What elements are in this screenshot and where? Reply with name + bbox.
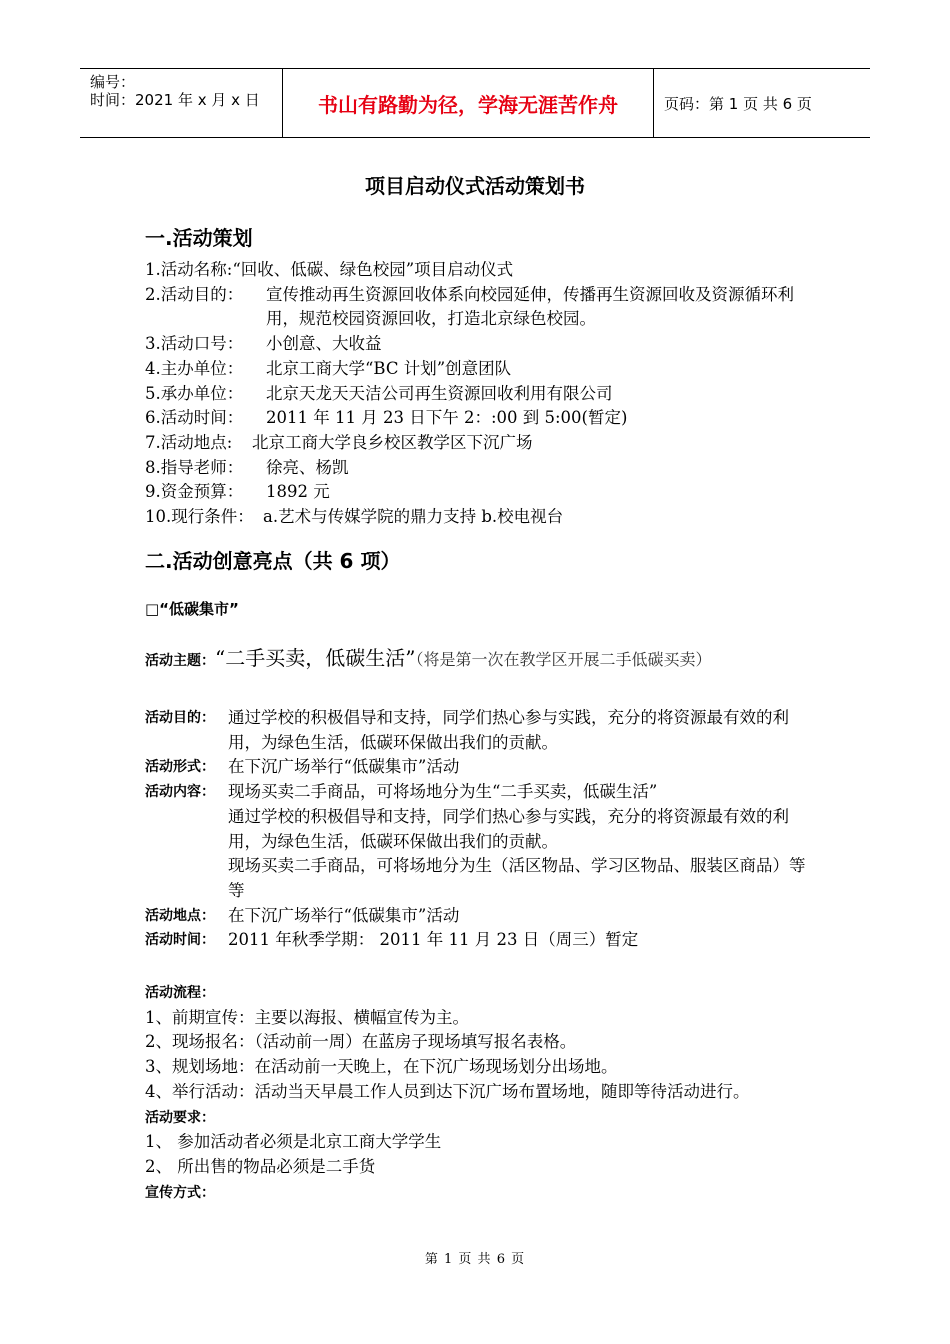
item-value: 宣传推动再生资源回收体系向校园延伸，传播再生资源回收及资源循环利用，规范校园资源回收，打造北京绿色校园。 — [266, 284, 794, 329]
content-value-2: 通过学校的积极倡导和支持，同学们热心参与实践，充分的将资源最有效的利用，为绿色生活，低碳环保做出我们的贡献。 — [228, 806, 789, 851]
item-purpose — [145, 283, 810, 332]
item-value: 小创意、大收益 — [266, 334, 382, 354]
requirement-item: 2、 所出售的物品必须是二手货 — [145, 1156, 376, 1176]
page-label: 页码：第 1 页 共 6 页 — [664, 94, 812, 113]
item-label: 5.承办单位： — [145, 383, 244, 403]
place-value: 在下沉广场举行“低碳集市”活动 — [228, 905, 460, 925]
purpose-value: 通过学校的积极倡导和支持，同学们热心参与实践，充分的将资源最有效的利用，为绿色生活，低碳环保做出我们的贡献。 — [228, 708, 789, 752]
time-value: 2011 年秋季学期： 2011 年 11 月 23 日（周三）暂定 — [228, 930, 639, 950]
item-label: 10.现行条件： — [145, 507, 254, 527]
item-label: 7.活动地点: — [145, 432, 233, 452]
process-item: 4、举行活动：活动当天早晨工作人员到达下沉广场布置场地，随即等待活动进行。 — [145, 1081, 750, 1101]
item-label: 9.资金预算： — [145, 482, 244, 502]
requirement-item: 1、 参加活动者必须是北京工商大学学生 — [145, 1132, 442, 1152]
document-title: 项目启动仪式活动策划书 — [365, 174, 585, 198]
item-place — [145, 431, 810, 456]
page-header — [80, 68, 870, 138]
item-advisor — [145, 456, 810, 481]
process-item: 1、前期宣传：主要以海报、横幅宣传为主。 — [145, 1007, 469, 1027]
item-value: a.艺术与传媒学院的鼎力支持 b.校电视台 — [263, 507, 564, 527]
page-footer: 第 1 页 共 6 页 — [424, 1252, 526, 1267]
item-value: “回收、低碳、绿色校园”项目启动仪式 — [232, 260, 514, 279]
promotion-label: 宣传方式： — [145, 1184, 215, 1201]
theme-note: （将是第一次在教学区开展二手低碳买卖） — [415, 650, 712, 669]
place-label: 活动地点： — [145, 907, 215, 924]
item-value: 1892 元 — [266, 482, 330, 502]
time-label: 活动时间： — [145, 932, 215, 949]
content-label: 活动内容： — [145, 784, 215, 801]
process-block — [145, 980, 810, 1205]
form-label: 活动形式： — [145, 759, 215, 776]
item-host — [145, 357, 810, 382]
item-label: 8.指导老师： — [145, 457, 244, 477]
process-item: 3、规划场地：在活动前一天晚上，在下沉广场现场划分出场地。 — [145, 1057, 618, 1077]
item-organizer — [145, 382, 810, 407]
purpose-label: 活动目的： — [145, 710, 215, 726]
item-slogan — [145, 332, 810, 357]
content-value-1: 现场买卖二手商品，可将场地分为生“二手买卖，低碳生活” — [228, 782, 658, 802]
section2-heading: 二.活动创意亮点（共 6 项） — [145, 549, 401, 573]
section1-heading: 一.活动策划 — [145, 226, 253, 250]
theme-block — [145, 646, 810, 674]
low-carbon-market-heading: □“低碳集市” — [145, 600, 239, 618]
item-time — [145, 406, 810, 431]
item-value: 徐亮、杨凯 — [266, 457, 349, 477]
form-value: 在下沉广场举行“低碳集市”活动 — [228, 757, 460, 777]
number-label: 编号： — [90, 73, 136, 91]
item-label: 2.活动目的： — [145, 284, 244, 304]
motto: 书山有路勤为径，学海无涯苦作舟 — [282, 69, 654, 137]
item-label: 6.活动时间： — [145, 408, 244, 428]
section1-list — [145, 258, 810, 530]
purpose-block — [145, 706, 810, 953]
header-meta — [80, 69, 280, 137]
content-value-3: 现场买卖二手商品，可将场地分为生（活区物品、学习区物品、服装区商品）等等 — [228, 856, 806, 900]
item-value: 北京天龙天天洁公司再生资源回收利用有限公司 — [266, 383, 613, 403]
item-value: 北京工商大学良乡校区教学区下沉广场 — [252, 432, 533, 452]
time-label: 时间：2021 年 x 月 x 日 — [90, 91, 260, 109]
item-conditions — [145, 505, 810, 530]
item-budget — [145, 480, 810, 505]
item-label: 4.主办单位： — [145, 358, 244, 378]
requirements-label: 活动要求： — [145, 1109, 215, 1126]
item-value: 北京工商大学“BC 计划”创意团队 — [266, 358, 512, 378]
item-value: 2011 年 11 月 23 日下午 2：:00 到 5:00(暂定) — [266, 408, 628, 428]
theme-label: 活动主题： — [145, 653, 215, 669]
theme-value: “二手买卖，低碳生活” — [215, 646, 416, 670]
process-label: 活动流程： — [145, 985, 215, 1001]
item-label: 3.活动口号： — [145, 334, 244, 354]
item-name — [145, 258, 810, 283]
process-item: 2、现场报名：（活动前一周）在蓝房子现场填写报名表格。 — [145, 1032, 577, 1052]
item-label: 1.活动名称: — [145, 260, 233, 279]
